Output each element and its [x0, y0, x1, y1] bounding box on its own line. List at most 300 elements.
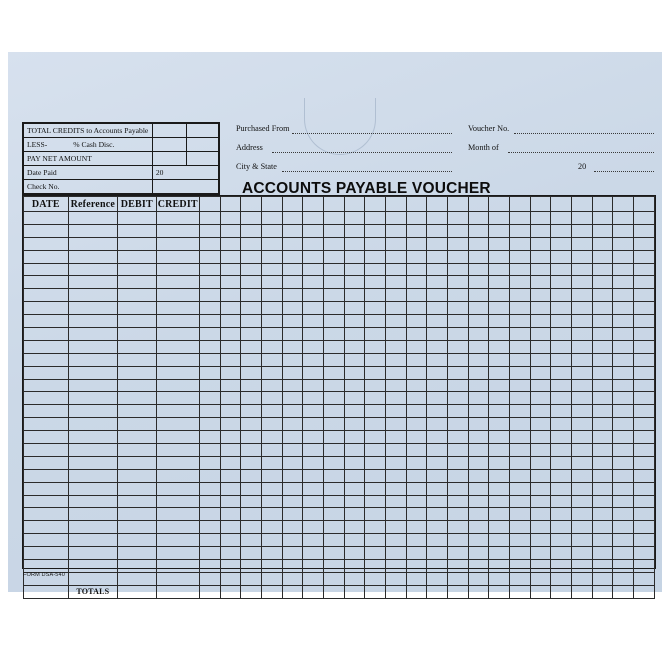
ledger-cell[interactable]: [551, 328, 572, 341]
ledger-cell[interactable]: [427, 302, 448, 315]
ledger-cell[interactable]: [468, 392, 489, 405]
ledger-cell[interactable]: [572, 302, 593, 315]
ledger-cell[interactable]: [530, 276, 551, 289]
ledger-cell[interactable]: [24, 379, 69, 392]
ledger-cell[interactable]: [613, 521, 634, 534]
ledger-cell[interactable]: [448, 534, 469, 547]
ledger-cell[interactable]: [220, 353, 241, 366]
ledger-cell[interactable]: [156, 418, 199, 431]
ledger-cell[interactable]: [551, 521, 572, 534]
ledger-cell[interactable]: [220, 495, 241, 508]
ledger-cell[interactable]: [448, 572, 469, 585]
ledger-cell[interactable]: [261, 340, 282, 353]
ledger-cell[interactable]: [68, 263, 117, 276]
ledger-cell[interactable]: [241, 366, 262, 379]
year-input[interactable]: [594, 171, 654, 172]
ledger-cell[interactable]: [118, 237, 157, 250]
ledger-cell[interactable]: [551, 212, 572, 225]
ledger-cell[interactable]: [303, 366, 324, 379]
ledger-cell[interactable]: [365, 250, 386, 263]
ledger-cell[interactable]: [156, 212, 199, 225]
ledger-cell[interactable]: [489, 495, 510, 508]
ledger-cell[interactable]: [156, 276, 199, 289]
ledger-cell[interactable]: [385, 366, 406, 379]
ledger-cell[interactable]: [68, 418, 117, 431]
ledger-cell[interactable]: [68, 276, 117, 289]
ledger-cell[interactable]: [261, 482, 282, 495]
ledger-cell[interactable]: [448, 482, 469, 495]
ledger-cell[interactable]: [510, 521, 531, 534]
ledger-cell[interactable]: [24, 392, 69, 405]
ledger-cell[interactable]: [448, 289, 469, 302]
ledger-cell[interactable]: [427, 444, 448, 457]
ledger-cell[interactable]: [24, 405, 69, 418]
ledger-cell[interactable]: [510, 315, 531, 328]
ledger-cell[interactable]: [282, 469, 303, 482]
ledger-cell[interactable]: [634, 469, 655, 482]
ledger-cell[interactable]: [406, 405, 427, 418]
ledger-cell[interactable]: [448, 521, 469, 534]
ledger-cell[interactable]: [24, 328, 69, 341]
ledger-cell[interactable]: [199, 534, 220, 547]
ledger-cell[interactable]: [241, 495, 262, 508]
ledger-cell[interactable]: [406, 456, 427, 469]
ledger-cell[interactable]: [613, 418, 634, 431]
ledger-cell[interactable]: [489, 263, 510, 276]
ledger-cell[interactable]: [510, 276, 531, 289]
ledger-cell[interactable]: [489, 469, 510, 482]
ledger-cell[interactable]: [592, 495, 613, 508]
ledger-cell[interactable]: [68, 340, 117, 353]
ledger-cell[interactable]: [468, 212, 489, 225]
ledger-cell[interactable]: [68, 572, 117, 585]
ledger-cell[interactable]: [365, 469, 386, 482]
ledger-cell[interactable]: [323, 328, 344, 341]
totals-cell[interactable]: [613, 585, 634, 598]
ledger-cell[interactable]: [303, 212, 324, 225]
ledger-cell[interactable]: [199, 379, 220, 392]
ledger-cell[interactable]: [510, 392, 531, 405]
ledger-cell[interactable]: [156, 263, 199, 276]
ledger-cell[interactable]: [510, 250, 531, 263]
ledger-cell[interactable]: [551, 302, 572, 315]
ledger-cell[interactable]: [24, 560, 69, 573]
ledger-cell[interactable]: [530, 224, 551, 237]
ledger-cell[interactable]: [241, 392, 262, 405]
ledger-cell[interactable]: [323, 482, 344, 495]
pay-net-amount-cents[interactable]: [186, 152, 218, 166]
ledger-cell[interactable]: [241, 237, 262, 250]
ledger-cell[interactable]: [68, 392, 117, 405]
ledger-cell[interactable]: [530, 392, 551, 405]
ledger-cell[interactable]: [489, 315, 510, 328]
ledger-cell[interactable]: [241, 405, 262, 418]
ledger-cell[interactable]: [220, 469, 241, 482]
ledger-cell[interactable]: [199, 521, 220, 534]
ledger-cell[interactable]: [468, 469, 489, 482]
ledger-cell[interactable]: [303, 263, 324, 276]
ledger-cell[interactable]: [592, 250, 613, 263]
ledger-cell[interactable]: [572, 212, 593, 225]
ledger-cell[interactable]: [156, 289, 199, 302]
ledger-cell[interactable]: [241, 444, 262, 457]
ledger-cell[interactable]: [427, 405, 448, 418]
ledger-cell[interactable]: [448, 392, 469, 405]
ledger-cell[interactable]: [551, 353, 572, 366]
ledger-cell[interactable]: [530, 315, 551, 328]
ledger-cell[interactable]: [220, 289, 241, 302]
ledger-cell[interactable]: [68, 353, 117, 366]
ledger-cell[interactable]: [634, 366, 655, 379]
ledger-cell[interactable]: [468, 508, 489, 521]
ledger-cell[interactable]: [510, 302, 531, 315]
ledger-cell[interactable]: [118, 315, 157, 328]
ledger-cell[interactable]: [468, 237, 489, 250]
ledger-cell[interactable]: [365, 224, 386, 237]
ledger-cell[interactable]: [323, 444, 344, 457]
ledger-cell[interactable]: [156, 547, 199, 560]
ledger-cell[interactable]: [510, 444, 531, 457]
ledger-cell[interactable]: [510, 508, 531, 521]
ledger-cell[interactable]: [303, 508, 324, 521]
ledger-cell[interactable]: [323, 547, 344, 560]
ledger-cell[interactable]: [510, 263, 531, 276]
ledger-cell[interactable]: [68, 456, 117, 469]
ledger-cell[interactable]: [24, 212, 69, 225]
ledger-cell[interactable]: [24, 547, 69, 560]
ledger-cell[interactable]: [510, 469, 531, 482]
ledger-cell[interactable]: [551, 482, 572, 495]
ledger-cell[interactable]: [510, 340, 531, 353]
ledger-cell[interactable]: [282, 482, 303, 495]
ledger-cell[interactable]: [427, 482, 448, 495]
ledger-cell[interactable]: [634, 250, 655, 263]
ledger-cell[interactable]: [448, 405, 469, 418]
ledger-cell[interactable]: [68, 469, 117, 482]
ledger-cell[interactable]: [261, 444, 282, 457]
ledger-cell[interactable]: [303, 289, 324, 302]
ledger-cell[interactable]: [634, 328, 655, 341]
ledger-cell[interactable]: [489, 379, 510, 392]
ledger-cell[interactable]: [118, 263, 157, 276]
ledger-cell[interactable]: [156, 444, 199, 457]
ledger-cell[interactable]: [385, 276, 406, 289]
ledger-cell[interactable]: [118, 379, 157, 392]
ledger-cell[interactable]: [427, 379, 448, 392]
ledger-cell[interactable]: [468, 547, 489, 560]
ledger-cell[interactable]: [220, 534, 241, 547]
ledger-cell[interactable]: [220, 366, 241, 379]
ledger-cell[interactable]: [489, 431, 510, 444]
ledger-cell[interactable]: [634, 521, 655, 534]
ledger-cell[interactable]: [24, 340, 69, 353]
ledger-cell[interactable]: [323, 495, 344, 508]
ledger-cell[interactable]: [406, 572, 427, 585]
ledger-cell[interactable]: [365, 379, 386, 392]
ledger-cell[interactable]: [634, 212, 655, 225]
ledger-cell[interactable]: [220, 405, 241, 418]
ledger-cell[interactable]: [303, 547, 324, 560]
ledger-cell[interactable]: [365, 431, 386, 444]
ledger-cell[interactable]: [241, 328, 262, 341]
ledger-cell[interactable]: [510, 572, 531, 585]
ledger-cell[interactable]: [220, 572, 241, 585]
ledger-cell[interactable]: [510, 237, 531, 250]
ledger-cell[interactable]: [406, 263, 427, 276]
ledger-cell[interactable]: [156, 353, 199, 366]
ledger-cell[interactable]: [344, 547, 365, 560]
ledger-cell[interactable]: [530, 212, 551, 225]
ledger-cell[interactable]: [118, 392, 157, 405]
ledger-cell[interactable]: [530, 353, 551, 366]
ledger-cell[interactable]: [572, 263, 593, 276]
ledger-cell[interactable]: [220, 521, 241, 534]
ledger-cell[interactable]: [199, 392, 220, 405]
ledger-cell[interactable]: [68, 482, 117, 495]
ledger-cell[interactable]: [118, 418, 157, 431]
ledger-cell[interactable]: [406, 340, 427, 353]
ledger-cell[interactable]: [220, 547, 241, 560]
ledger-cell[interactable]: [24, 508, 69, 521]
ledger-cell[interactable]: [448, 250, 469, 263]
ledger-cell[interactable]: [24, 366, 69, 379]
totals-cell[interactable]: [448, 585, 469, 598]
ledger-cell[interactable]: [613, 263, 634, 276]
ledger-cell[interactable]: [385, 353, 406, 366]
ledger-cell[interactable]: [241, 469, 262, 482]
ledger-cell[interactable]: [551, 289, 572, 302]
ledger-cell[interactable]: [406, 379, 427, 392]
ledger-cell[interactable]: [551, 250, 572, 263]
ledger-cell[interactable]: [406, 508, 427, 521]
ledger-cell[interactable]: [406, 353, 427, 366]
ledger-cell[interactable]: [468, 276, 489, 289]
ledger-cell[interactable]: [592, 289, 613, 302]
ledger-cell[interactable]: [303, 315, 324, 328]
ledger-cell[interactable]: [118, 224, 157, 237]
ledger-cell[interactable]: [199, 405, 220, 418]
ledger-cell[interactable]: [634, 315, 655, 328]
totals-cell[interactable]: [365, 585, 386, 598]
ledger-cell[interactable]: [634, 353, 655, 366]
ledger-cell[interactable]: [468, 431, 489, 444]
ledger-cell[interactable]: [344, 328, 365, 341]
ledger-cell[interactable]: [592, 263, 613, 276]
ledger-cell[interactable]: [199, 289, 220, 302]
ledger-cell[interactable]: [241, 276, 262, 289]
ledger-cell[interactable]: [448, 444, 469, 457]
ledger-cell[interactable]: [68, 560, 117, 573]
totals-cell[interactable]: [510, 585, 531, 598]
ledger-cell[interactable]: [156, 456, 199, 469]
ledger-cell[interactable]: [323, 534, 344, 547]
ledger-cell[interactable]: [303, 482, 324, 495]
ledger-cell[interactable]: [530, 328, 551, 341]
ledger-cell[interactable]: [489, 250, 510, 263]
ledger-cell[interactable]: [323, 250, 344, 263]
ledger-cell[interactable]: [634, 379, 655, 392]
ledger-cell[interactable]: [344, 289, 365, 302]
ledger-cell[interactable]: [303, 224, 324, 237]
ledger-cell[interactable]: [468, 379, 489, 392]
totals-cell[interactable]: [634, 585, 655, 598]
ledger-cell[interactable]: [282, 379, 303, 392]
ledger-cell[interactable]: [365, 328, 386, 341]
ledger-cell[interactable]: [241, 379, 262, 392]
ledger-cell[interactable]: [385, 560, 406, 573]
totals-cell[interactable]: [489, 585, 510, 598]
ledger-cell[interactable]: [406, 534, 427, 547]
ledger-cell[interactable]: [634, 534, 655, 547]
ledger-cell[interactable]: [530, 302, 551, 315]
ledger-cell[interactable]: [156, 405, 199, 418]
ledger-cell[interactable]: [282, 534, 303, 547]
ledger-cell[interactable]: [468, 572, 489, 585]
ledger-cell[interactable]: [303, 534, 324, 547]
ledger-cell[interactable]: [385, 495, 406, 508]
ledger-cell[interactable]: [489, 572, 510, 585]
ledger-cell[interactable]: [530, 237, 551, 250]
ledger-cell[interactable]: [282, 250, 303, 263]
ledger-cell[interactable]: [241, 224, 262, 237]
ledger-cell[interactable]: [427, 508, 448, 521]
ledger-cell[interactable]: [427, 366, 448, 379]
ledger-cell[interactable]: [510, 418, 531, 431]
ledger-cell[interactable]: [592, 572, 613, 585]
ledger-cell[interactable]: [282, 353, 303, 366]
ledger-cell[interactable]: [634, 456, 655, 469]
ledger-cell[interactable]: [572, 379, 593, 392]
ledger-cell[interactable]: [448, 495, 469, 508]
ledger-cell[interactable]: [613, 444, 634, 457]
ledger-cell[interactable]: [530, 521, 551, 534]
ledger-cell[interactable]: [282, 302, 303, 315]
ledger-cell[interactable]: [68, 302, 117, 315]
ledger-cell[interactable]: [261, 379, 282, 392]
ledger-cell[interactable]: [68, 431, 117, 444]
ledger-cell[interactable]: [510, 224, 531, 237]
ledger-cell[interactable]: [199, 469, 220, 482]
ledger-cell[interactable]: [261, 547, 282, 560]
ledger-cell[interactable]: [199, 482, 220, 495]
ledger-cell[interactable]: [448, 224, 469, 237]
ledger-cell[interactable]: [282, 289, 303, 302]
ledger-cell[interactable]: [220, 224, 241, 237]
ledger-cell[interactable]: [551, 508, 572, 521]
ledger-cell[interactable]: [261, 250, 282, 263]
ledger-cell[interactable]: [220, 328, 241, 341]
ledger-cell[interactable]: [365, 560, 386, 573]
ledger-cell[interactable]: [385, 521, 406, 534]
ledger-cell[interactable]: [468, 366, 489, 379]
ledger-cell[interactable]: [572, 276, 593, 289]
ledger-cell[interactable]: [344, 315, 365, 328]
ledger-cell[interactable]: [385, 572, 406, 585]
ledger-cell[interactable]: [24, 482, 69, 495]
ledger-cell[interactable]: [448, 212, 469, 225]
ledger-cell[interactable]: [156, 302, 199, 315]
ledger-cell[interactable]: [468, 250, 489, 263]
ledger-cell[interactable]: [68, 444, 117, 457]
month-of-input[interactable]: [508, 152, 654, 153]
purchased-from-input[interactable]: [292, 133, 452, 134]
ledger-cell[interactable]: [530, 263, 551, 276]
date-paid-year-field[interactable]: 20: [152, 166, 218, 180]
ledger-cell[interactable]: [241, 315, 262, 328]
ledger-cell[interactable]: [634, 405, 655, 418]
ledger-cell[interactable]: [118, 456, 157, 469]
ledger-cell[interactable]: [551, 237, 572, 250]
ledger-cell[interactable]: [572, 418, 593, 431]
ledger-cell[interactable]: [220, 392, 241, 405]
ledger-cell[interactable]: [261, 237, 282, 250]
ledger-cell[interactable]: [592, 224, 613, 237]
ledger-cell[interactable]: [572, 224, 593, 237]
ledger-cell[interactable]: [592, 482, 613, 495]
ledger-cell[interactable]: [118, 534, 157, 547]
ledger-cell[interactable]: [468, 302, 489, 315]
ledger-cell[interactable]: [261, 212, 282, 225]
ledger-cell[interactable]: [468, 328, 489, 341]
ledger-cell[interactable]: [282, 224, 303, 237]
ledger-cell[interactable]: [385, 469, 406, 482]
ledger-cell[interactable]: [323, 289, 344, 302]
ledger-cell[interactable]: [303, 250, 324, 263]
ledger-cell[interactable]: [303, 521, 324, 534]
ledger-cell[interactable]: [344, 560, 365, 573]
ledger-cell[interactable]: [489, 224, 510, 237]
ledger-cell[interactable]: [303, 328, 324, 341]
ledger-cell[interactable]: [199, 237, 220, 250]
ledger-cell[interactable]: [427, 328, 448, 341]
ledger-cell[interactable]: [448, 328, 469, 341]
ledger-cell[interactable]: [118, 353, 157, 366]
ledger-cell[interactable]: [406, 289, 427, 302]
ledger-cell[interactable]: [118, 572, 157, 585]
ledger-cell[interactable]: [344, 534, 365, 547]
ledger-cell[interactable]: [551, 340, 572, 353]
totals-cell[interactable]: [592, 585, 613, 598]
ledger-cell[interactable]: [365, 521, 386, 534]
ledger-cell[interactable]: [241, 431, 262, 444]
ledger-cell[interactable]: [344, 302, 365, 315]
ledger-cell[interactable]: [199, 495, 220, 508]
ledger-cell[interactable]: [613, 353, 634, 366]
ledger-cell[interactable]: [634, 224, 655, 237]
ledger-cell[interactable]: [530, 547, 551, 560]
ledger-cell[interactable]: [199, 353, 220, 366]
ledger-cell[interactable]: [530, 366, 551, 379]
ledger-cell[interactable]: [118, 340, 157, 353]
ledger-cell[interactable]: [613, 405, 634, 418]
ledger-cell[interactable]: [68, 250, 117, 263]
ledger-cell[interactable]: [118, 482, 157, 495]
ledger-cell[interactable]: [572, 521, 593, 534]
ledger-cell[interactable]: [510, 431, 531, 444]
ledger-cell[interactable]: [199, 250, 220, 263]
ledger-cell[interactable]: [344, 521, 365, 534]
ledger-cell[interactable]: [365, 302, 386, 315]
less-amount-cents[interactable]: [186, 138, 218, 152]
ledger-cell[interactable]: [406, 212, 427, 225]
ledger-cell[interactable]: [385, 392, 406, 405]
ledger-cell[interactable]: [510, 379, 531, 392]
ledger-cell[interactable]: [220, 508, 241, 521]
ledger-cell[interactable]: [241, 418, 262, 431]
ledger-cell[interactable]: [592, 392, 613, 405]
ledger-cell[interactable]: [489, 340, 510, 353]
ledger-cell[interactable]: [530, 418, 551, 431]
